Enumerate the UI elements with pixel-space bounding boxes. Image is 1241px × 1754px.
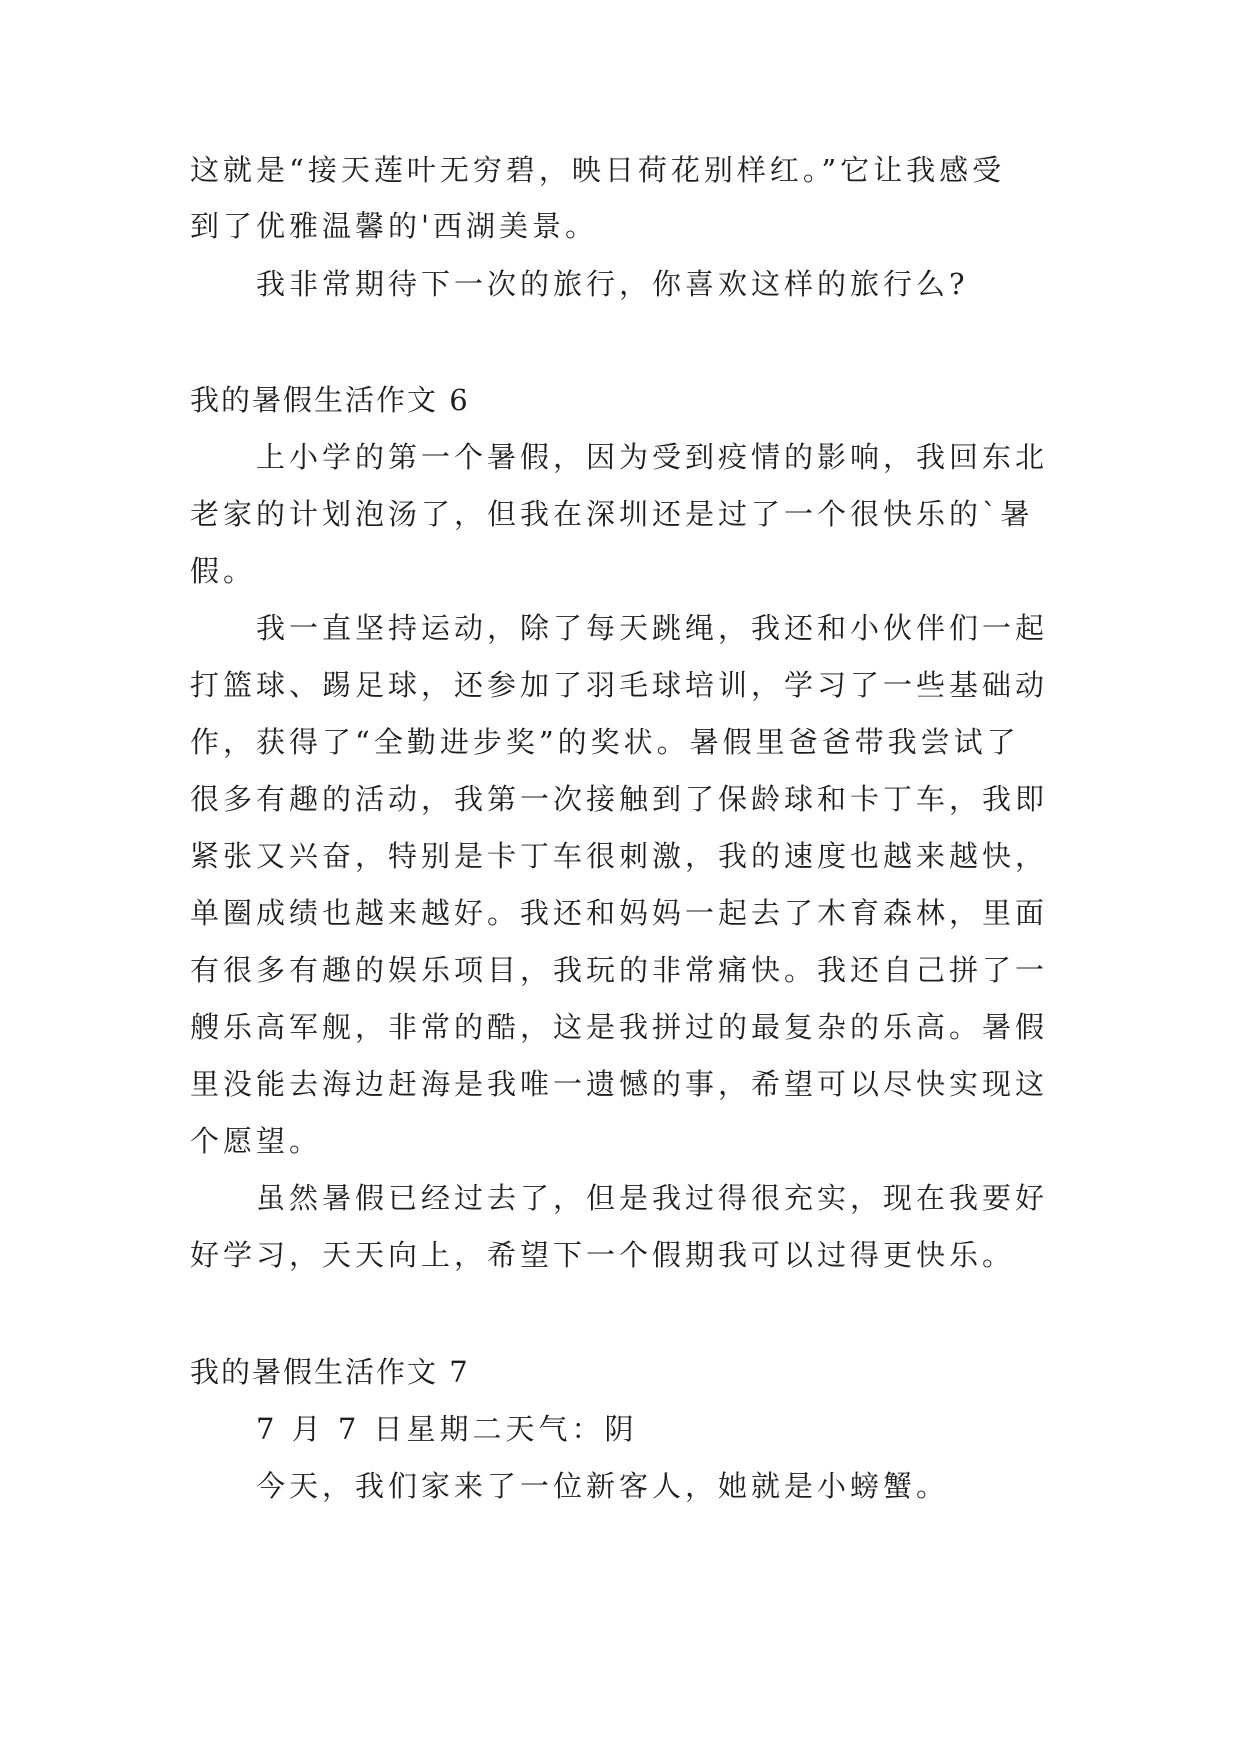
paragraph-line: 好学习，天天向上，希望下一个假期我可以过得更快乐。 [190,1238,1016,1272]
paragraph-line: 我一直坚持运动，除了每天跳绳，我还和小伙伴们一起 [256,611,1049,645]
section-heading-7: 我的暑假生活作文 7 [190,1355,470,1389]
paragraph-line: 打篮球、踢足球，还参加了羽毛球培训，学习了一些基础动 [190,668,1049,702]
paragraph-line: 里没能去海边赶海是我唯一遗憾的事，希望可以尽快实现这 [190,1067,1049,1101]
paragraph-line: 这就是“接天莲叶无穷碧，映日荷花别样红。”它让我感受 [190,153,1006,187]
paragraph-line: 假。 [190,554,257,588]
paragraph-line: 我非常期待下一次的旅行，你喜欢这样的旅行么? [256,267,969,301]
diary-date-line: 7 月 7 日星期二天气：阴 [256,1412,638,1446]
paragraph-line: 个愿望。 [190,1124,323,1158]
paragraph-line: 艘乐高军舰，非常的酷，这是我拼过的最复杂的乐高。暑假 [190,1010,1049,1044]
paragraph-line: 有很多有趣的娱乐项目，我玩的非常痛快。我还自己拼了一 [190,953,1049,987]
paragraph-line: 今天，我们家来了一位新客人，她就是小螃蟹。 [256,1469,950,1503]
paragraph-line: 虽然暑假已经过去了，但是我过得很充实，现在我要好 [256,1181,1049,1215]
paragraph-line: 很多有趣的活动，我第一次接触到了保龄球和卡丁车，我即 [190,782,1049,816]
paragraph-line: 单圈成绩也越来越好。我还和妈妈一起去了木育森林，里面 [190,896,1049,930]
paragraph-line: 紧张又兴奋，特别是卡丁车很刺激，我的速度也越来越快， [190,839,1049,873]
paragraph-line: 到了优雅温馨的'西湖美景。 [190,209,598,243]
paragraph-line: 作，获得了“全勤进步奖”的奖状。暑假里爸爸带我尝试了 [190,725,1020,759]
paragraph-line: 上小学的第一个暑假，因为受到疫情的影响，我回东北 [256,440,1049,474]
paragraph-line: 老家的计划泡汤了，但我在深圳还是过了一个很快乐的`暑 [190,497,1034,531]
section-heading-6: 我的暑假生活作文 6 [190,383,470,417]
